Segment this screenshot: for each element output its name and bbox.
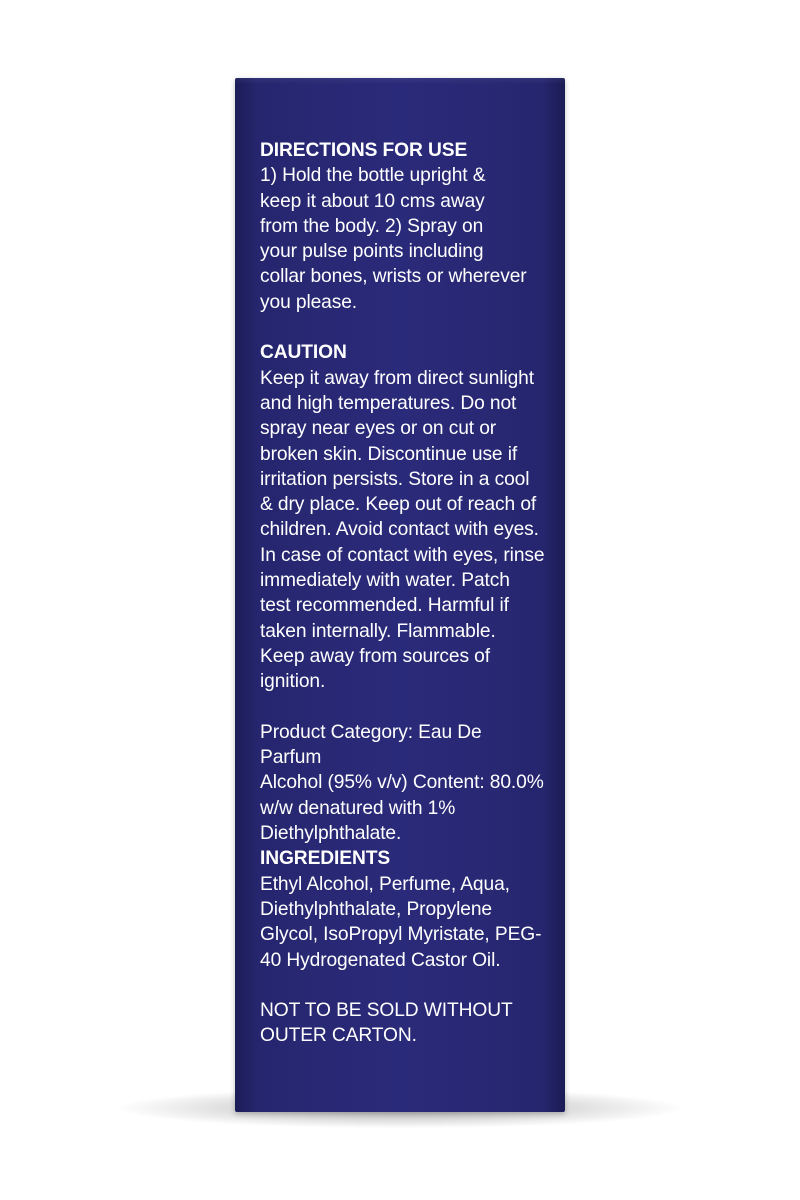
spacer — [260, 695, 552, 720]
product-category: Product Category: Eau De Parfum — [260, 721, 482, 769]
caution-heading: CAUTION — [260, 342, 347, 364]
ingredients-text: Ethyl Alcohol, Perfume, Aqua, Diethylphthalate, Propylene Glycol, IsoPropyl Myristate, PEG- 40 Hydrogenated Castor Oil. — [260, 873, 542, 971]
carton-notice: NOT TO BE SOLD WITHOUT OUTER CARTON. — [260, 1000, 513, 1047]
ingredients-heading: INGREDIENTS — [260, 848, 391, 870]
directions-heading: DIRECTIONS FOR USE — [260, 140, 468, 161]
directions-text: 1) Hold the bottle upright & keep it about 10 cms away from the body. 2) Spray on your pulse points including collar bones, wrists or wherever you please. — [260, 165, 527, 313]
spacer — [260, 315, 552, 340]
caution-text: Keep it away from direct sunlight and high temperatures. Do not spray near eyes or on cut or broken skin. Discontinue use if irritation persists. Store in a cool & dry place. Keep out of reach of children. Avoid contact with eyes. In case of contact with eyes, rinse immediately with water. Patch test recommended. Harmful if taken internally. Flammable. Keep away from sources of ignition. — [260, 367, 545, 693]
label-text-block — [260, 138, 552, 1049]
spacer — [260, 973, 552, 998]
alcohol-content: Alcohol (95% v/v) Content: 80.0% w/w denatured with 1% Diethylphthalate. — [260, 772, 544, 845]
perfume-carton-side-panel — [235, 78, 565, 1112]
